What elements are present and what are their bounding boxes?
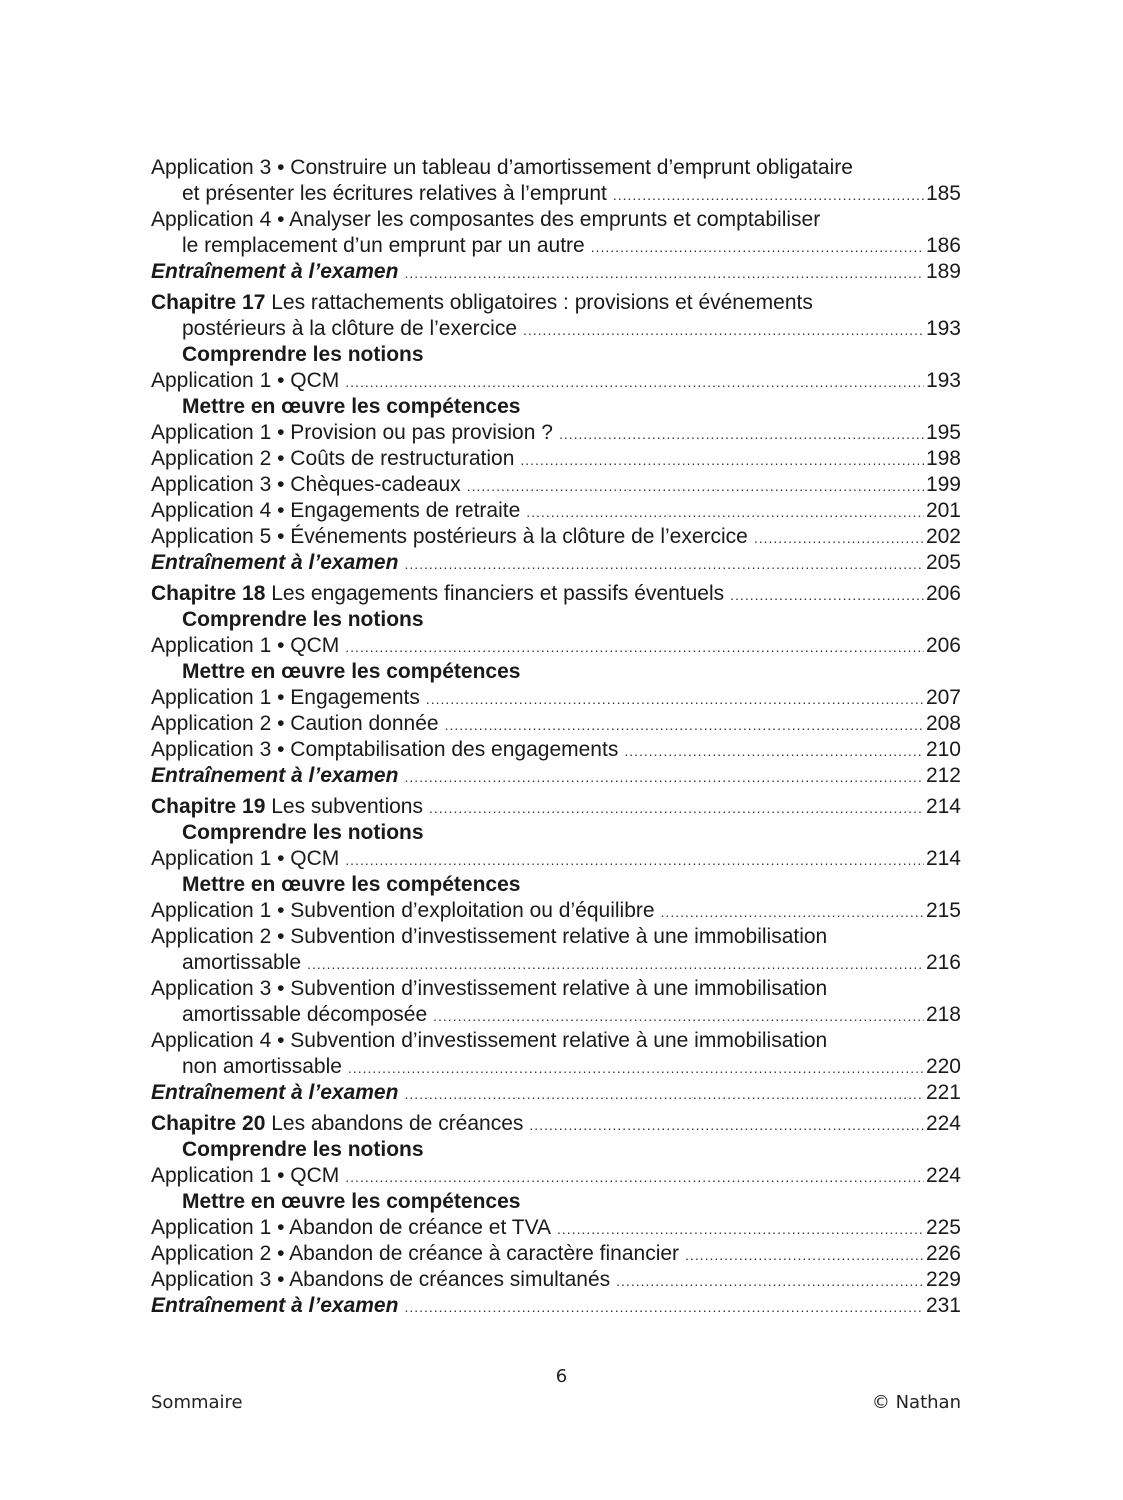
bullet-separator: • — [271, 421, 291, 444]
entry-text: QCM — [290, 634, 340, 657]
exam-entry[interactable] — [151, 763, 961, 789]
application-entry[interactable] — [151, 472, 961, 498]
application-entry[interactable] — [151, 1215, 961, 1241]
application-label: Application 4 — [151, 499, 272, 522]
chapter-entry[interactable] — [151, 290, 961, 316]
dot-leader — [467, 473, 924, 499]
chapter-entry[interactable] — [151, 794, 961, 820]
entry-title — [151, 898, 655, 924]
application-entry[interactable] — [151, 498, 961, 524]
chapter-label: Chapitre 17 — [151, 291, 266, 314]
entry-text: Les engagements financiers et passifs éventuels — [271, 582, 725, 605]
bullet-separator: • — [271, 473, 291, 496]
bullet-separator: • — [271, 686, 291, 709]
entry-title — [151, 368, 339, 394]
dot-leader — [685, 1242, 924, 1268]
page-ref: 224 — [925, 1112, 961, 1135]
page-ref: 206 — [925, 634, 961, 657]
entry-text: QCM — [290, 847, 340, 870]
entry-text-continued: non amortissable — [182, 1055, 342, 1078]
entry-text: Abandons de créances simultanés — [289, 1268, 611, 1291]
entry-text: QCM — [290, 1164, 340, 1187]
entry-title — [151, 581, 724, 607]
entry-title — [151, 1293, 398, 1319]
dot-leader — [754, 525, 924, 551]
entry-text: Engagements de retraite — [290, 499, 521, 522]
entry-title — [151, 524, 748, 550]
application-entry[interactable] — [151, 711, 961, 737]
footer-copyright: © Nathan — [871, 1392, 961, 1413]
application-entry[interactable] — [151, 846, 961, 872]
bullet-separator: • — [271, 977, 291, 1000]
entry-title — [151, 290, 813, 316]
dot-leader — [557, 1216, 924, 1242]
entry-continuation — [151, 1054, 961, 1080]
bullet-separator: • — [271, 712, 291, 735]
entry-continuation — [151, 950, 961, 976]
application-entry[interactable] — [151, 924, 961, 950]
page-ref: 226 — [925, 1242, 961, 1265]
application-entry[interactable] — [151, 976, 961, 1002]
entry-text-continued: et présenter les écritures relatives à l’emprunt — [182, 182, 607, 205]
bullet-separator: • — [271, 525, 291, 548]
entry-title — [151, 155, 853, 181]
exam-entry[interactable] — [151, 1293, 961, 1319]
dot-leader — [520, 447, 924, 473]
bullet-separator: • — [271, 369, 291, 392]
application-label: Application 3 — [151, 977, 272, 1000]
entry-text: Subvention d’exploitation ou d’équilibre — [290, 899, 655, 922]
entry-text: Abandon de créance et TVA — [289, 1216, 552, 1239]
page-ref: 208 — [925, 712, 961, 735]
entry-text: Comptabilisation des engagements — [290, 738, 619, 761]
page-ref: 195 — [925, 421, 961, 444]
bullet-separator: • — [271, 899, 291, 922]
application-label: Application 1 — [151, 421, 272, 444]
page-ref: 186 — [925, 234, 961, 257]
section-heading: Comprendre les notions — [182, 343, 424, 366]
dot-leader — [404, 551, 924, 577]
dot-leader — [526, 499, 924, 525]
entry-text: Caution donnée — [290, 712, 439, 735]
entry-text: QCM — [290, 369, 340, 392]
entry-text: Événements postérieurs à la clôture de l’exercice — [290, 525, 748, 548]
application-label: Application 5 — [151, 525, 272, 548]
dot-leader — [661, 899, 924, 925]
chapter-entry[interactable] — [151, 1111, 961, 1137]
application-label: Application 2 — [151, 447, 272, 470]
entry-title — [151, 846, 339, 872]
entry-text: Subvention d’investissement relative à une immobilisation — [290, 1029, 828, 1052]
exam-label: Entraînement à l’examen — [151, 1294, 399, 1317]
application-label: Application 1 — [151, 847, 272, 870]
entry-continuation — [151, 233, 961, 259]
entry-text: Chèques-cadeaux — [290, 473, 461, 496]
entry-text: Construire un tableau d’amortissement d’emprunt obligataire — [290, 156, 853, 179]
page-ref: 231 — [925, 1294, 961, 1317]
entry-text-continued: amortissable — [182, 951, 302, 974]
application-entry[interactable] — [151, 1028, 961, 1054]
page-ref: 201 — [925, 499, 961, 522]
entry-text: Les subventions — [271, 795, 423, 818]
bullet-separator: • — [271, 1242, 290, 1265]
exam-label: Entraînement à l’examen — [151, 1081, 399, 1104]
exam-label: Entraînement à l’examen — [151, 260, 399, 283]
entry-title — [151, 1080, 398, 1106]
bullet-separator: • — [271, 738, 291, 761]
application-label: Application 3 — [151, 1268, 272, 1291]
dot-leader — [404, 260, 924, 286]
page-ref: 216 — [925, 951, 961, 974]
table-of-contents — [151, 155, 961, 1319]
section-heading: Mettre en œuvre les compétences — [182, 873, 521, 896]
entry-title — [151, 446, 514, 472]
application-entry[interactable] — [151, 1163, 961, 1189]
dot-leader — [613, 182, 924, 208]
page-ref: 225 — [925, 1216, 961, 1239]
entry-text: Les rattachements obligatoires : provisions et événements — [271, 291, 813, 314]
application-entry[interactable] — [151, 207, 961, 233]
page-number: 6 — [555, 1366, 568, 1387]
entry-title — [151, 976, 827, 1002]
page-ref: 218 — [925, 1003, 961, 1026]
application-label: Application 1 — [151, 1216, 272, 1239]
dot-leader — [404, 1081, 924, 1107]
application-label: Application 4 — [151, 1029, 272, 1052]
application-entry[interactable] — [151, 1241, 961, 1267]
entry-title — [151, 633, 339, 659]
entry-text-continued: le remplacement d’un emprunt par un autre — [182, 234, 585, 257]
dot-leader — [433, 1003, 924, 1029]
page-ref: 206 — [925, 582, 961, 605]
section-heading: Comprendre les notions — [182, 608, 424, 631]
application-entry[interactable] — [151, 685, 961, 711]
entry-text: Les abandons de créances — [271, 1112, 524, 1135]
entry-title — [151, 498, 520, 524]
entry-title — [151, 711, 439, 737]
application-entry[interactable] — [151, 368, 961, 394]
page-ref: 198 — [925, 447, 961, 470]
application-label: Application 2 — [151, 1242, 272, 1265]
chapter-label: Chapitre 18 — [151, 582, 266, 605]
entry-title — [151, 550, 398, 576]
entry-title — [151, 1215, 551, 1241]
section-heading: Mettre en œuvre les compétences — [182, 1190, 521, 1213]
bullet-separator: • — [271, 634, 291, 657]
bullet-separator: • — [271, 1164, 291, 1187]
application-entry[interactable] — [151, 1267, 961, 1293]
entry-title — [151, 1028, 827, 1054]
entry-text: Provision ou pas provision ? — [290, 421, 553, 444]
application-label: Application 1 — [151, 634, 272, 657]
application-label: Application 2 — [151, 712, 272, 735]
page-ref: 189 — [925, 260, 961, 283]
application-label: Application 1 — [151, 369, 272, 392]
entry-title — [151, 737, 618, 763]
dot-leader — [404, 1294, 924, 1320]
page-ref: 221 — [925, 1081, 961, 1104]
application-entry[interactable] — [151, 420, 961, 446]
dot-leader — [429, 795, 924, 821]
entry-title — [151, 1241, 679, 1267]
bullet-separator: • — [271, 208, 290, 231]
dot-leader — [624, 738, 924, 764]
dot-leader — [445, 712, 924, 738]
application-entry[interactable] — [151, 737, 961, 763]
page-ref: 202 — [925, 525, 961, 548]
chapter-label: Chapitre 20 — [151, 1112, 266, 1135]
page-ref: 215 — [925, 899, 961, 922]
page-ref: 214 — [925, 847, 961, 870]
application-entry[interactable] — [151, 155, 961, 181]
bullet-separator: • — [271, 1216, 290, 1239]
exam-entry[interactable] — [151, 259, 961, 285]
application-label: Application 1 — [151, 686, 272, 709]
exam-entry[interactable] — [151, 1080, 961, 1106]
application-entry[interactable] — [151, 524, 961, 550]
application-label: Application 1 — [151, 1164, 272, 1187]
entry-title — [151, 924, 827, 950]
page-ref: 210 — [925, 738, 961, 761]
entry-title — [151, 1267, 610, 1293]
entry-title — [151, 794, 423, 820]
dot-leader — [307, 951, 924, 977]
dot-leader — [345, 369, 924, 395]
page-ref: 193 — [925, 317, 961, 340]
bullet-separator: • — [271, 925, 291, 948]
entry-text: Subvention d’investissement relative à une immobilisation — [290, 977, 828, 1000]
application-entry[interactable] — [151, 898, 961, 924]
page-ref: 193 — [925, 369, 961, 392]
section-heading: Mettre en œuvre les compétences — [182, 395, 521, 418]
bullet-separator: • — [271, 499, 291, 522]
entry-title — [151, 472, 461, 498]
entry-title — [151, 763, 398, 789]
page-ref: 214 — [925, 795, 961, 818]
entry-text: Engagements — [290, 686, 420, 709]
page-ref: 207 — [925, 686, 961, 709]
bullet-separator: • — [271, 847, 291, 870]
entry-continuation — [151, 1002, 961, 1028]
footer-section-title: Sommaire — [151, 1392, 243, 1413]
application-label: Application 1 — [151, 899, 272, 922]
page-ref: 205 — [925, 551, 961, 574]
section-heading: Mettre en œuvre les compétences — [182, 660, 521, 683]
dot-leader — [523, 317, 924, 343]
entry-title — [151, 1163, 339, 1189]
dot-leader — [348, 1055, 924, 1081]
chapter-label: Chapitre 19 — [151, 795, 266, 818]
section-heading: Comprendre les notions — [182, 821, 424, 844]
exam-entry[interactable] — [151, 550, 961, 576]
exam-label: Entraînement à l’examen — [151, 551, 399, 574]
page-ref: 229 — [925, 1268, 961, 1291]
page-ref: 220 — [925, 1055, 961, 1078]
entry-title — [151, 259, 398, 285]
entry-text-continued: postérieurs à la clôture de l’exercice — [182, 317, 517, 340]
page-ref: 199 — [925, 473, 961, 496]
dot-leader — [345, 1164, 924, 1190]
application-label: Application 4 — [151, 208, 272, 231]
dot-leader — [529, 1112, 924, 1138]
dot-leader — [345, 847, 924, 873]
entry-title — [151, 685, 420, 711]
dot-leader — [345, 634, 924, 660]
application-label: Application 3 — [151, 473, 272, 496]
entry-text: Coûts de restructuration — [290, 447, 515, 470]
entry-text-continued: amortissable décomposée — [182, 1003, 428, 1026]
page-ref: 185 — [925, 182, 961, 205]
entry-text: Analyser les composantes des emprunts et comptabiliser — [289, 208, 821, 231]
entry-text: Subvention d’investissement relative à une immobilisation — [290, 925, 828, 948]
application-label: Application 3 — [151, 738, 272, 761]
bullet-separator: • — [271, 447, 291, 470]
application-label: Application 3 — [151, 156, 272, 179]
entry-title — [151, 207, 820, 233]
bullet-separator: • — [271, 1268, 290, 1291]
dot-leader — [404, 764, 924, 790]
bullet-separator: • — [271, 1029, 291, 1052]
section-heading: Comprendre les notions — [182, 1138, 424, 1161]
entry-continuation — [151, 181, 961, 207]
dot-leader — [616, 1268, 924, 1294]
entry-text: Abandon de créance à caractère financier — [289, 1242, 680, 1265]
chapter-entry[interactable] — [151, 581, 961, 607]
dot-leader — [559, 421, 924, 447]
page-ref: 224 — [925, 1164, 961, 1187]
application-entry[interactable] — [151, 446, 961, 472]
entry-title — [151, 420, 553, 446]
entry-title — [151, 1111, 523, 1137]
application-entry[interactable] — [151, 633, 961, 659]
dot-leader — [730, 582, 924, 608]
bullet-separator: • — [271, 156, 291, 179]
page-ref: 212 — [925, 764, 961, 787]
entry-continuation — [151, 316, 961, 342]
application-label: Application 2 — [151, 925, 272, 948]
exam-label: Entraînement à l’examen — [151, 764, 399, 787]
dot-leader — [426, 686, 924, 712]
dot-leader — [591, 234, 924, 260]
